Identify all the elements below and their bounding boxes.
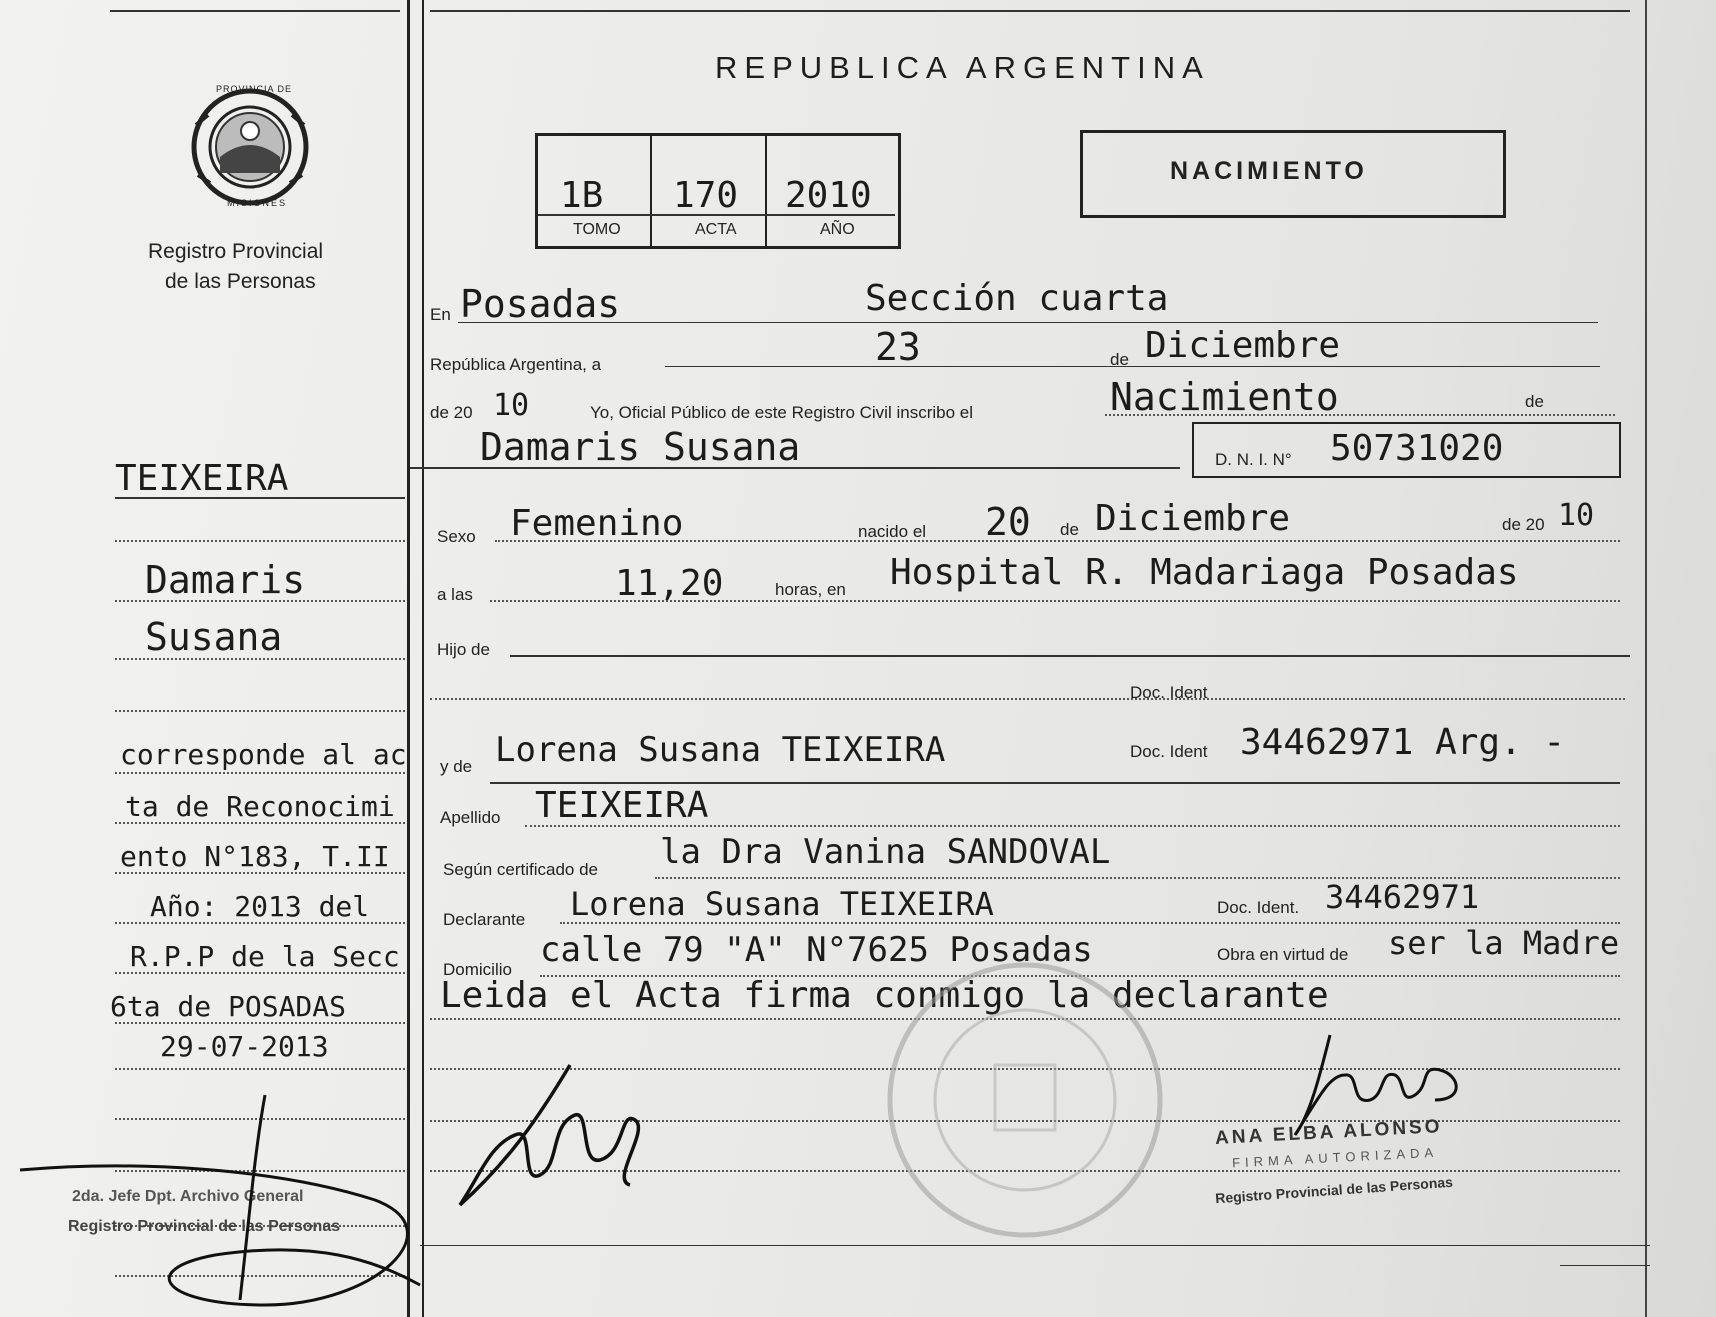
archive-stamp-line-2: Registro Provincial de las Personas	[68, 1218, 341, 1235]
margin-note-line-2: ta de Reconocimi	[125, 790, 395, 823]
anio-label: AÑO	[820, 221, 855, 238]
inscribo-value: Nacimiento	[1110, 375, 1339, 419]
officer-signature	[1290, 1035, 1480, 1145]
archive-signature	[15, 1090, 435, 1310]
section-value: Sección cuarta	[865, 278, 1169, 319]
row-rule-sexo	[495, 540, 1620, 542]
declarante-label: Declarante	[443, 910, 526, 929]
margin-rule-g	[115, 872, 405, 874]
row-rule-yde	[490, 782, 1620, 784]
row-rule-date	[665, 366, 1600, 367]
officer-subtitle: FIRMA AUTORIZADA	[1231, 1144, 1439, 1171]
tomo-label: TOMO	[573, 221, 621, 238]
row-rule-en	[458, 322, 1598, 323]
row-rule-apellido	[525, 825, 1620, 827]
acta-label: ACTA	[695, 221, 737, 238]
birthplace-value: Hospital R. Madariaga Posadas	[890, 552, 1519, 593]
de-label: de	[1110, 350, 1129, 369]
margin-surname: TEIXEIRA	[115, 458, 289, 499]
right-border	[1645, 0, 1647, 1317]
top-rule-left	[110, 10, 400, 12]
year-prefix-label: de 20	[430, 403, 473, 422]
margin-rule-a	[115, 540, 405, 542]
tomo-value: 1B	[560, 175, 604, 216]
record-box-divider-1	[650, 133, 652, 246]
registrar-signature	[440, 1065, 660, 1215]
mother-doc-value: 34462971 Arg. -	[1240, 722, 1566, 763]
hour-value: 11,20	[615, 563, 724, 604]
month-value: Diciembre	[1145, 325, 1341, 366]
margin-note-line-4: Año: 2013 del	[150, 890, 370, 923]
de-label-2: de	[1525, 392, 1544, 411]
en-label: En	[430, 305, 451, 324]
officer-name: ANA ELBA ALONSO	[1214, 1116, 1443, 1149]
margin-rule-d	[115, 710, 405, 712]
margin-rule-e	[115, 772, 405, 774]
country-title: REPUBLICA ARGENTINA	[715, 50, 1210, 85]
nacido-label: nacido el	[858, 522, 927, 541]
bottom-rule-right	[1560, 1265, 1650, 1266]
margin-note-line-1: corresponde al ac	[120, 738, 407, 771]
sexo-label: Sexo	[437, 527, 476, 546]
hijo-label: Hijo de	[437, 640, 490, 659]
acta-value: 170	[673, 175, 739, 216]
margin-note-line-7: 29-07-2013	[160, 1030, 329, 1063]
inscribo-label: Yo, Oficial Público de este Registro Civil inscribo el	[590, 403, 973, 422]
child-name-value: Damaris Susana	[480, 425, 801, 469]
margin-note-line-5: R.P.P de la Secc	[130, 940, 400, 973]
obra-value: ser la Madre	[1388, 924, 1620, 962]
apellido-label: Apellido	[440, 808, 501, 827]
day-value: 23	[875, 325, 921, 369]
alas-label: a las	[437, 585, 473, 604]
seal-bottom-text: MISIONES	[227, 198, 288, 208]
row-rule-name	[410, 467, 1180, 469]
row-rule-alas	[490, 600, 1620, 602]
record-box-divider-2	[765, 133, 767, 246]
margin-rule-b	[115, 600, 405, 602]
margin-rule-f	[115, 822, 405, 824]
obra-label: Obra en virtud de	[1217, 945, 1349, 964]
domicilio-value: calle 79 "A" N°7625 Posadas	[540, 930, 1093, 970]
faint-registry-stamp-icon	[880, 955, 1170, 1245]
birth-de-label: de	[1060, 520, 1079, 539]
margin-note-line-6: 6ta de POSADAS	[110, 990, 347, 1023]
dni-value: 50731020	[1330, 428, 1504, 469]
republica-label: República Argentina, a	[430, 355, 602, 374]
margin-rule-c	[115, 658, 405, 660]
margin-rule-h	[115, 922, 405, 924]
registry-name-line1: Registro Provincial	[148, 240, 324, 263]
birth-month-value: Diciembre	[1095, 498, 1291, 539]
birth-year-suffix: 10	[1558, 498, 1595, 533]
margin-rule-j	[115, 1022, 405, 1024]
officer-registry: Registro Provincial de las Personas	[1214, 1173, 1454, 1207]
top-rule-right	[430, 10, 1630, 12]
doc-ident-label-2: Doc. Ident	[1130, 742, 1208, 761]
provincial-seal-icon	[188, 85, 313, 210]
seal-top-text: PROVINCIA DE	[216, 84, 293, 94]
margin-rule-i	[115, 972, 405, 974]
apellido-value: TEIXEIRA	[535, 785, 709, 826]
row-rule-inscribo	[1105, 414, 1615, 416]
birth-year-label: de 20	[1502, 515, 1545, 534]
certificado-value: la Dra Vanina SANDOVAL	[660, 832, 1111, 872]
sexo-value: Femenino	[510, 503, 684, 544]
yde-label: y de	[440, 757, 473, 776]
margin-note-line-3: ento N°183, T.II	[120, 840, 390, 873]
row-rule-hijo	[510, 655, 1630, 657]
declarante-doc-value: 34462971	[1325, 878, 1480, 916]
registry-name-line2: de las Personas	[165, 270, 316, 293]
mother-name-value: Lorena Susana TEIXEIRA	[495, 730, 946, 770]
record-type-title: NACIMIENTO	[1170, 157, 1368, 185]
margin-given-1: Damaris	[145, 558, 306, 602]
city-value: Posadas	[460, 282, 621, 326]
declarante-value: Lorena Susana TEIXEIRA	[570, 885, 994, 923]
closing-statement: Leida el Acta firma conmigo la declarante	[440, 975, 1329, 1016]
margin-given-2: Susana	[145, 615, 283, 659]
year-suffix-value: 10	[493, 388, 530, 423]
doc-ident-label-3: Doc. Ident.	[1217, 898, 1300, 917]
margin-rule-surname	[115, 497, 405, 499]
horas-label: horas, en	[775, 580, 846, 599]
domicilio-label: Domicilio	[443, 960, 512, 979]
archive-stamp-line-1: 2da. Jefe Dpt. Archivo General	[72, 1188, 304, 1205]
bottom-rule	[420, 1245, 1650, 1246]
certificado-label: Según certificado de	[443, 860, 598, 879]
birth-day-value: 20	[985, 500, 1031, 544]
doc-ident-label-1: Doc. Ident	[1130, 683, 1208, 702]
row-rule-hijo-2	[430, 698, 1625, 700]
anio-value: 2010	[785, 175, 872, 216]
margin-rule-k	[115, 1068, 405, 1070]
dni-label: D. N. I. N°	[1215, 450, 1292, 469]
